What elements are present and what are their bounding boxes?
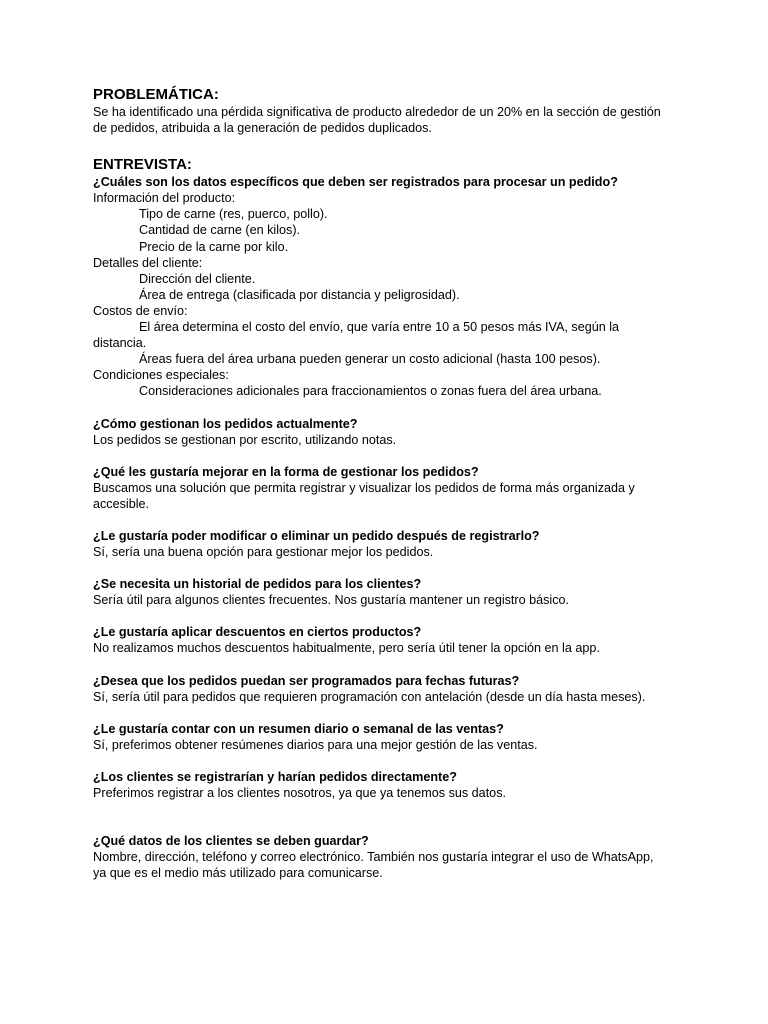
answer-3-line2: accesible. <box>93 496 150 511</box>
answer-3-line1: Buscamos una solución que permita registrar y visualizar los pedidos de forma más organizada y <box>93 480 635 495</box>
especiales-label: Condiciones especiales: <box>93 368 229 383</box>
question-6: ¿Le gustaría aplicar descuentos en ciertos productos? <box>93 625 422 640</box>
question-2: ¿Cómo gestionan los pedidos actualmente? <box>93 416 358 431</box>
producto-label: Información del producto: <box>93 191 236 206</box>
answer-2: Los pedidos se gestionan por escrito, utilizando notas. <box>93 432 397 447</box>
question-block-7 <box>93 673 693 705</box>
producto-item: Tipo de carne (res, puerco, pollo). <box>139 207 328 222</box>
especiales-item: Consideraciones adicionales para fraccionamientos o zonas fuera del área urbana. <box>139 384 602 399</box>
answer-8: Sí, preferimos obtener resúmenes diarios para una mejor gestión de las ventas. <box>93 737 538 752</box>
question-4: ¿Le gustaría poder modificar o eliminar un pedido después de registrarlo? <box>93 528 540 543</box>
envio-label: Costos de envío: <box>93 303 188 318</box>
question-block-1 <box>93 174 693 399</box>
question-block-2 <box>93 416 693 448</box>
question-9: ¿Los clientes se registrarían y harían pedidos directamente? <box>93 769 457 784</box>
question-block-5 <box>93 576 693 608</box>
problematica-text-line1: Se ha identificado una pérdida significativa de producto alrededor de un 20% en la sección de gestión <box>93 105 661 119</box>
answer-10-line2: ya que es el medio más utilizado para comunicarse. <box>93 866 383 881</box>
answer-6: No realizamos muchos descuentos habitualmente, pero sería útil tener la opción en la app. <box>93 641 600 656</box>
question-10: ¿Qué datos de los clientes se deben guardar? <box>93 834 369 849</box>
document-page <box>93 86 693 881</box>
problematica-text-line2: de pedidos, atribuida a la generación de pedidos duplicados. <box>93 121 432 136</box>
answer-4: Sí, sería una buena opción para gestionar mejor los pedidos. <box>93 545 434 560</box>
question-block-6 <box>93 624 693 656</box>
cliente-item: Dirección del cliente. <box>139 271 256 286</box>
question-block-8 <box>93 721 693 753</box>
question-3: ¿Qué les gustaría mejorar en la forma de gestionar los pedidos? <box>93 464 479 479</box>
answer-5: Sería útil para algunos clientes frecuentes. Nos gustaría mantener un registro básico. <box>93 593 570 608</box>
problematica-title: PROBLEMÁTICA: <box>93 86 219 103</box>
envio-item-1-line2: distancia. <box>93 336 147 351</box>
question-5: ¿Se necesita un historial de pedidos para los clientes? <box>93 577 422 592</box>
problematica-section <box>93 86 693 136</box>
question-7: ¿Desea que los pedidos puedan ser programados para fechas futuras? <box>93 673 520 688</box>
question-8: ¿Le gustaría contar con un resumen diario o semanal de las ventas? <box>93 721 504 736</box>
question-block-3 <box>93 464 693 512</box>
question-block-10 <box>93 833 693 881</box>
producto-item: Precio de la carne por kilo. <box>139 239 289 254</box>
question-block-9 <box>93 769 693 801</box>
answer-7: Sí, sería útil para pedidos que requieren programación con antelación (desde un día hasta meses). <box>93 689 646 704</box>
envio-item-2: Áreas fuera del área urbana pueden generar un costo adicional (hasta 100 pesos). <box>139 352 601 367</box>
cliente-item: Área de entrega (clasificada por distancia y peligrosidad). <box>139 287 460 302</box>
question-block-4 <box>93 528 693 560</box>
entrevista-title: ENTREVISTA: <box>93 156 192 174</box>
answer-9: Preferimos registrar a los clientes nosotros, ya que ya tenemos sus datos. <box>93 786 506 800</box>
question-1: ¿Cuáles son los datos específicos que deben ser registrados para procesar un pedido? <box>93 175 618 190</box>
envio-item-1-line1: El área determina el costo del envío, que varía entre 10 a 50 pesos más IVA, según la <box>139 320 620 335</box>
entrevista-section <box>93 156 693 881</box>
cliente-label: Detalles del cliente: <box>93 255 203 270</box>
answer-10-line1: Nombre, dirección, teléfono y correo electrónico. También nos gustaría integrar el uso de WhatsApp, <box>93 850 654 865</box>
producto-item: Cantidad de carne (en kilos). <box>139 223 301 238</box>
